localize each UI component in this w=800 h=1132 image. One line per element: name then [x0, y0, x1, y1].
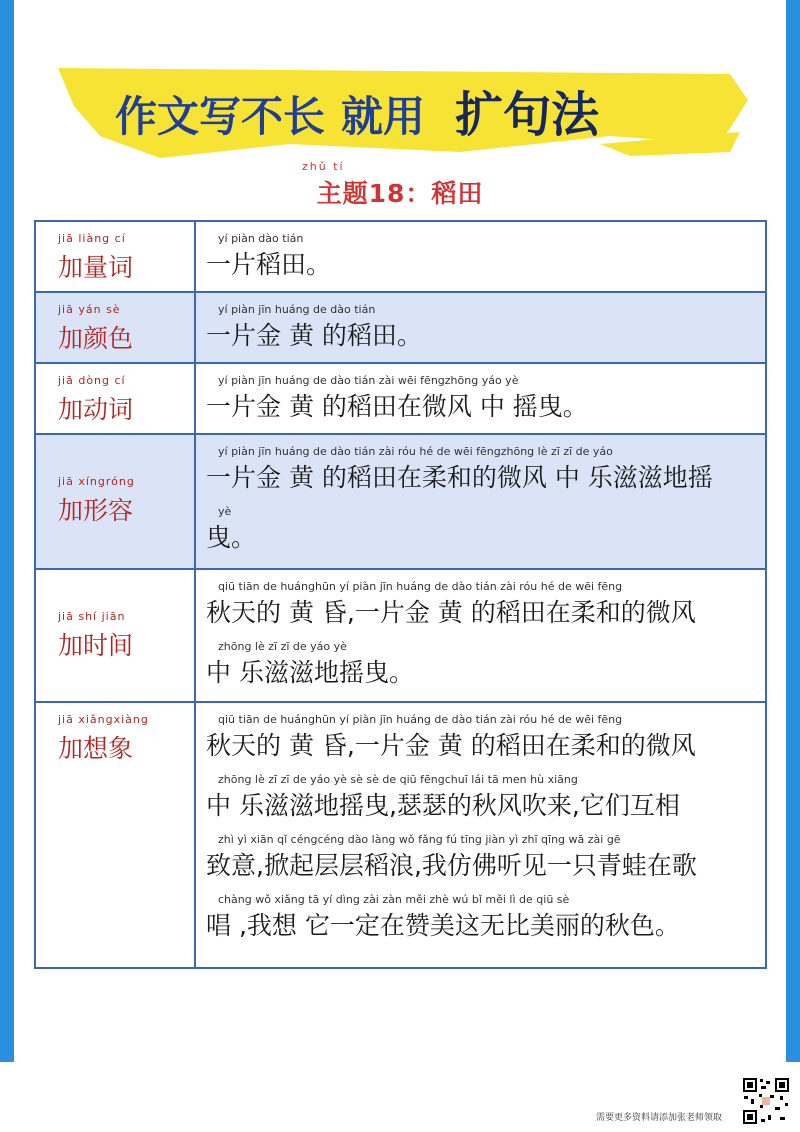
- row-content-cell: [195, 434, 766, 569]
- row-label-cell: [35, 292, 195, 363]
- table-row: [35, 702, 766, 968]
- table-row: [35, 221, 766, 292]
- row-content-cell: [195, 221, 766, 292]
- label-text: 加形容: [58, 496, 134, 525]
- line-text: 一片金 黄 的稻田在微风 中 摇曳。: [206, 392, 588, 421]
- row-content-cell: [195, 569, 766, 702]
- line-pinyin: zhōng lè zī zī de yáo yè: [218, 640, 347, 653]
- banner-text-3: 扩句法: [455, 87, 600, 143]
- label-pinyin: jiā xiǎngxiàng: [58, 713, 149, 726]
- table-row: [35, 292, 766, 363]
- table-row: [35, 434, 766, 569]
- line-pinyin: yí piàn jīn huáng de dào tián: [218, 303, 376, 316]
- line-pinyin: qiū tiān de huánghūn yí piàn jīn huáng de dào tián zài róu hé de wēi fēng: [218, 713, 623, 726]
- qr-code-icon: [742, 1077, 790, 1125]
- line-pinyin: qiū tiān de huánghūn yí piàn jīn huáng de dào tián zài róu hé de wēi fēng: [218, 580, 623, 593]
- line-pinyin: yè: [218, 505, 232, 518]
- line-pinyin: yí piàn dào tián: [218, 232, 304, 245]
- label-text: 加量词: [58, 253, 134, 282]
- row-label-cell: [35, 569, 195, 702]
- line-text: 一片金 黄 的稻田。: [206, 321, 422, 350]
- topic-title: 主题18：稻田: [316, 179, 484, 208]
- expansion-table: [34, 220, 767, 969]
- line-pinyin: yí piàn jīn huáng de dào tián zài wēi fēngzhōng yáo yè: [218, 374, 519, 387]
- line-text: 秋天的 黄 昏,一片金 黄 的稻田在柔和的微风: [206, 598, 696, 627]
- label-pinyin: jiā xíngróng: [58, 475, 135, 488]
- line-text: 一片金 黄 的稻田在柔和的微风 中 乐滋滋地摇: [206, 463, 713, 492]
- line-text: 一片稻田。: [206, 250, 332, 279]
- line-pinyin: zhì yì xiān qǐ céngcéng dào làng wǒ fǎng fú tīng jiàn yì zhī qīng wā zài gē: [218, 833, 621, 846]
- row-content-cell: [195, 292, 766, 363]
- row-label-cell: [35, 434, 195, 569]
- topic-heading: [0, 160, 800, 210]
- line-pinyin: zhōng lè zī zī de yáo yè sè sè de qiū fēngchuī lái tā men hù xiāng: [218, 773, 578, 786]
- footer-note: 需要更多资料请添加张老师领取: [596, 1113, 723, 1123]
- label-pinyin: jiā yán sè: [58, 303, 121, 316]
- line-text: 中 乐滋滋地摇曳,瑟瑟的秋风吹来,它们互相: [206, 791, 680, 820]
- label-text: 加动词: [58, 395, 134, 424]
- line-text: 唱 ,我想 它一定在赞美这无比美丽的秋色。: [206, 911, 680, 940]
- line-text: 中 乐滋滋地摇曳。: [206, 658, 414, 687]
- row-label-cell: [35, 702, 195, 968]
- line-text: 致意,掀起层层稻浪,我仿佛听见一只青蛙在歌: [206, 851, 697, 880]
- table-row: [35, 363, 766, 434]
- label-text: 加想象: [58, 734, 134, 763]
- row-content-cell: [195, 702, 766, 968]
- topic-pinyin: zhǔ tí: [302, 160, 345, 173]
- line-pinyin: chàng wǒ xiǎng tā yí dìng zài zàn měi zhè wú bǐ měi lì de qiū sè: [218, 893, 570, 906]
- title-banner: [40, 40, 760, 170]
- label-pinyin: jiā dòng cí: [58, 374, 126, 387]
- row-label-cell: [35, 363, 195, 434]
- row-content-cell: [195, 363, 766, 434]
- label-text: 加颜色: [58, 324, 134, 353]
- row-label-cell: [35, 221, 195, 292]
- line-text: 秋天的 黄 昏,一片金 黄 的稻田在柔和的微风: [206, 731, 696, 760]
- label-pinyin: jiā shí jiān: [58, 610, 126, 623]
- label-pinyin: jiā liàng cí: [58, 232, 126, 245]
- line-pinyin: yí piàn jīn huáng de dào tián zài róu hé de wēi fēngzhōng lè zī zī de yáo: [218, 445, 613, 458]
- line-text: 曳。: [206, 523, 257, 552]
- table-row: [35, 569, 766, 702]
- label-text: 加时间: [58, 631, 134, 660]
- banner-text-2: 就用: [341, 92, 426, 141]
- banner-text-1: 作文写不长: [115, 92, 326, 141]
